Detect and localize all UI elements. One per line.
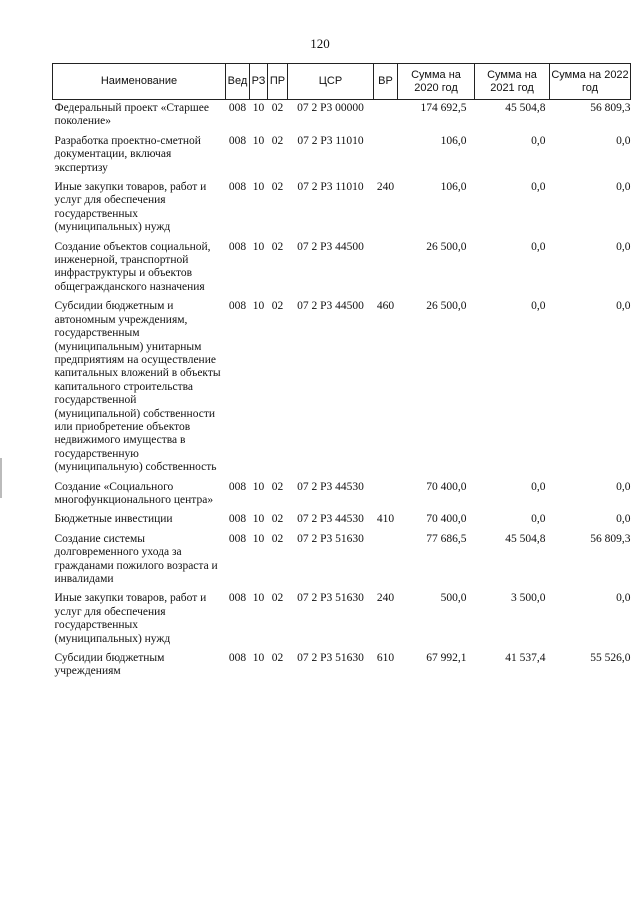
row-vr: 460 [376, 300, 395, 313]
row-sum-2020: 70 400,0 [426, 513, 467, 526]
header-sum-2021: Сумма на 2021 год [475, 64, 550, 100]
row-sum-2022: 56 809,3 [590, 532, 631, 545]
row-pr: 02 [271, 513, 284, 526]
header-name: Наименование [53, 64, 226, 100]
row-csr: 07 2 P3 00000 [297, 102, 364, 114]
row-sum-2022: 0,0 [616, 240, 631, 253]
row-ved: 008 [228, 513, 247, 526]
row-rz: 10 [252, 513, 265, 526]
header-vr: ВР [374, 64, 398, 100]
table-row [53, 650, 631, 683]
row-ved: 008 [228, 652, 247, 665]
row-name: Федеральный проект «Старшее поколение» [54, 102, 209, 128]
header-csr: ЦСР [288, 64, 374, 100]
row-sum-2021: 0,0 [531, 480, 546, 493]
row-pr: 02 [271, 592, 284, 605]
row-name: Иные закупки товаров, работ и услуг для обеспечения государственных (муниципальных) нужд [54, 181, 207, 234]
row-rz: 10 [252, 240, 265, 253]
row-vr: 240 [376, 181, 395, 194]
header-sum-2022: Сумма на 2022 год [550, 64, 631, 100]
header-pr: ПР [268, 64, 288, 100]
table-row [53, 531, 631, 591]
row-vr [374, 133, 398, 179]
row-sum-2021: 45 504,8 [505, 102, 546, 114]
table-row [53, 511, 631, 530]
row-sum-2020: 500,0 [440, 592, 467, 605]
row-sum-2021: 3 500,0 [511, 592, 546, 605]
row-sum-2022: 56 809,3 [590, 102, 631, 114]
table-row [53, 133, 631, 179]
row-name: Разработка проектно-сметной документации, включая экспертизу [54, 134, 201, 174]
row-ved: 008 [228, 532, 247, 545]
page-number: 120 [310, 36, 330, 51]
row-sum-2020: 106,0 [440, 181, 467, 194]
row-csr: 07 2 P3 44500 [297, 240, 364, 253]
table-row [53, 590, 631, 650]
row-ved: 008 [228, 240, 247, 253]
row-pr: 02 [271, 240, 284, 253]
row-name: Создание объектов социальной, инженерной, транспортной инфраструктуры и объектов общегражданского назначения [54, 240, 211, 293]
header-rz: РЗ [250, 64, 268, 100]
row-csr: 07 2 P3 44530 [297, 480, 364, 493]
row-ved: 008 [228, 480, 247, 493]
row-sum-2022: 0,0 [616, 300, 631, 313]
row-sum-2021: 0,0 [531, 240, 546, 253]
row-csr: 07 2 P3 51630 [297, 532, 364, 545]
row-pr: 02 [271, 102, 284, 114]
row-name: Субсидии бюджетным и автономным учреждениям, государственным (муниципальным) унитарным предприятиям на осуществление капитальных вложений в объекты капитального строительства государственной (муниципальной) собственности или приобретение объектов недвижимого имущества в государственную (муниципальную) собственность [54, 300, 221, 474]
row-sum-2022: 0,0 [616, 134, 631, 147]
row-pr: 02 [271, 652, 284, 665]
row-ved: 008 [228, 134, 247, 147]
table-row [53, 479, 631, 512]
row-vr [374, 100, 398, 133]
row-sum-2020: 106,0 [440, 134, 467, 147]
row-vr [374, 239, 398, 299]
row-ved: 008 [228, 181, 247, 194]
row-sum-2022: 0,0 [616, 513, 631, 526]
row-csr: 07 2 P3 44530 [297, 513, 364, 526]
row-sum-2021: 45 504,8 [505, 532, 546, 545]
row-csr: 07 2 P3 11010 [297, 181, 364, 194]
budget-table [52, 63, 631, 683]
row-name: Субсидии бюджетным учреждениям [54, 652, 165, 678]
row-sum-2022: 0,0 [616, 181, 631, 194]
table-header [53, 64, 631, 100]
row-vr: 610 [376, 652, 395, 665]
row-sum-2020: 26 500,0 [426, 300, 467, 313]
row-rz: 10 [252, 300, 265, 313]
row-sum-2022: 55 526,0 [590, 652, 631, 665]
table-row [53, 100, 631, 133]
table-row [53, 298, 631, 478]
row-rz: 10 [252, 480, 265, 493]
row-sum-2022: 0,0 [616, 592, 631, 605]
row-sum-2020: 174 692,5 [420, 102, 467, 114]
row-pr: 02 [271, 532, 284, 545]
table-row [53, 239, 631, 299]
row-rz: 10 [252, 532, 265, 545]
row-sum-2020: 77 686,5 [426, 532, 467, 545]
row-vr [374, 531, 398, 591]
row-vr: 240 [376, 592, 395, 605]
row-name: Бюджетные инвестиции [54, 513, 173, 526]
row-sum-2021: 0,0 [531, 513, 546, 526]
row-rz: 10 [252, 652, 265, 665]
table-body [53, 100, 631, 683]
row-csr: 07 2 P3 44500 [297, 300, 364, 313]
row-sum-2020: 26 500,0 [426, 240, 467, 253]
row-name: Иные закупки товаров, работ и услуг для обеспечения государственных (муниципальных) нужд [54, 592, 207, 645]
row-sum-2022: 0,0 [616, 480, 631, 493]
row-rz: 10 [252, 102, 265, 114]
row-ved: 008 [228, 300, 247, 313]
row-sum-2021: 0,0 [531, 300, 546, 313]
header-sum-2020: Сумма на 2020 год [398, 64, 475, 100]
row-pr: 02 [271, 300, 284, 313]
row-sum-2021: 0,0 [531, 134, 546, 147]
row-sum-2021: 41 537,4 [505, 652, 546, 665]
row-rz: 10 [252, 592, 265, 605]
row-csr: 07 2 P3 51630 [297, 652, 364, 665]
table-row [53, 179, 631, 239]
row-name: Создание «Социального многофункционального центра» [54, 480, 214, 506]
row-sum-2021: 0,0 [531, 181, 546, 194]
row-pr: 02 [271, 480, 284, 493]
row-csr: 07 2 P3 11010 [297, 134, 364, 147]
row-name: Создание системы долговременного ухода за гражданами пожилого возраста и инвалидами [54, 532, 218, 585]
row-sum-2020: 67 992,1 [426, 652, 467, 665]
row-vr [374, 479, 398, 512]
margin-scan-mark [0, 458, 2, 498]
row-ved: 008 [228, 102, 247, 114]
row-pr: 02 [271, 181, 284, 194]
row-pr: 02 [271, 134, 284, 147]
row-rz: 10 [252, 181, 265, 194]
row-rz: 10 [252, 134, 265, 147]
row-csr: 07 2 P3 51630 [297, 592, 364, 605]
row-vr: 410 [376, 513, 395, 526]
header-ved: Вед [226, 64, 250, 100]
row-ved: 008 [228, 592, 247, 605]
row-sum-2020: 70 400,0 [426, 480, 467, 493]
